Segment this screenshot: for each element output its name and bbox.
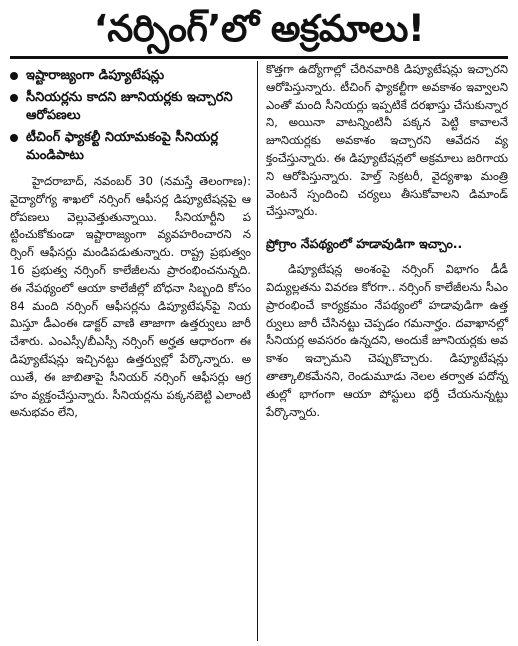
highlight-bullets xyxy=(10,67,251,165)
bullet-item xyxy=(10,129,251,165)
headline: ‘నర్సింగ్’లో అక్రమాలు! xyxy=(93,7,425,50)
article-body-right: కొత్తగా ఉద్యోగాల్లో చేరినవారికి డిప్యూటేషన్లు ఇచ్చారని ఆరోపిస్తున్నారు. టీచింగ్ ఫ్యాకల్టీగా అవకాశం ఇవ్వాలని ఎంతో మంది సీనియర్లు ఇప్పటికే దరఖాస్తు చేసుకున్నారని, అయినా వాటన్నింటినీ పక్కన పెట్టి కావాలనే జూనియర్లకు అవకాశం ఇచ్చారని ఆవేదన వ్యక్తంచేస్తున్నారు. ఈ డిప్యూటేషన్లలో అక్రమాలు జరిగాయని ఆరోపిస్తున్నారు. హెల్త్ సెక్రటరీ, వైద్యశాఖ మంత్రి వెంటనే స్పందించి చర్యలు తీసుకోవాలని డిమాండ్ చేస్తున్నారు. xyxy=(266,62,508,219)
bullet-dot-icon xyxy=(10,72,18,80)
left-column xyxy=(10,61,258,641)
right-column xyxy=(258,61,508,641)
bullet-text: టీచింగ్ ఫ్యాకల్టీ నియామకంపై సీనియర్ల మండిపాటు xyxy=(26,130,219,163)
bullet-dot-icon xyxy=(10,94,18,102)
bullet-dot-icon xyxy=(10,134,18,142)
bullet-item xyxy=(10,67,251,85)
headline-divider xyxy=(10,56,508,59)
article-columns xyxy=(10,61,508,641)
bullet-item xyxy=(10,89,251,125)
section-subheading: ప్రోగ్రాం నేపథ్యంలో హడావుడిగా ఇచ్చాం.. xyxy=(266,236,463,252)
bullet-text: ఇష్టారాజ్యంగా డిప్యూటేషన్లు xyxy=(26,68,165,83)
bullet-text: సీనియర్లను కాదని జూనియర్లకు ఇచ్చారని ఆరోపణలు xyxy=(26,90,233,123)
article-body-right-2: డిప్యూటేషన్ల అంశంపై నర్సింగ్ విభాగం డీడీ విద్యుల్లతను వివరణ కోరగా.. నర్సింగ్ కాలేజీలను సీఎం ప్రారంభించే కార్యక్రమం నేపథ్యంలో హడావుడిగా ఉత్తర్వులు జారీ చేసినట్టు చెప్పడం గమనార్హం. దవాఖానల్లో సీనియర్ల అవసరం ఉన్నదని, అందుకే జూనియర్లకు అవకాశం ఇచ్చామని చెప్పుకొచ్చారు. డిప్యూటేషన్లు తాత్కాలికమేనని, రెండుమూడు నెలల తర్వాత పదోన్నతుల్లో భాగంగా ఆయా పోస్టులు భర్తీ చేయనున్నట్టు పేర్కొన్నారు. xyxy=(266,262,508,419)
article-body-left: హైదరాబాద్, నవంబర్ 30 (నమస్తే తెలంగాణ): వైద్యారోగ్య శాఖలో నర్సింగ్ ఆఫీసర్ల డిప్యూటేషన్లపై ఆరోపణలు వెల్లువెత్తుతున్నాయి. సీనియార్టీని పట్టించుకోకుండా ఇష్టారాజ్యంగా వ్యవహరించారని నర్సింగ్ ఆఫీసర్లు మండిపడుతున్నారు. రాష్ట్ర ప్రభుత్వం 16 ప్రభుత్వ నర్సింగ్ కాలేజీలను ప్రారంభించనున్నది. ఈ నేపథ్యంలో ఆయా కాలేజీల్లో బోధనా సిబ్బంది కోసం 84 మంది నర్సింగ్ ఆఫీసర్లను డిప్యూటేషన్‌పై నియమిస్తూ డీఎంఈ డాక్టర్ వాణి తాజాగా ఉత్తర్వులు జారీ చేశారు. ఎంఎస్సీ/బీఎస్సీ నర్సింగ్ అర్హత ఆధారంగా ఈ డిప్యూటేషన్లు ఇచ్చినట్టు ఉత్తర్వుల్లో పేర్కొన్నారు. అయితే, ఈ జాబితాపై సీనియర్ నర్సింగ్ ఆఫీసర్లు ఆగ్రహం వ్యక్తంచేస్తున్నారు. సీనియర్లను పక్కనబెట్టి ఎలాంటి అనుభవం లేని, xyxy=(10,174,251,420)
